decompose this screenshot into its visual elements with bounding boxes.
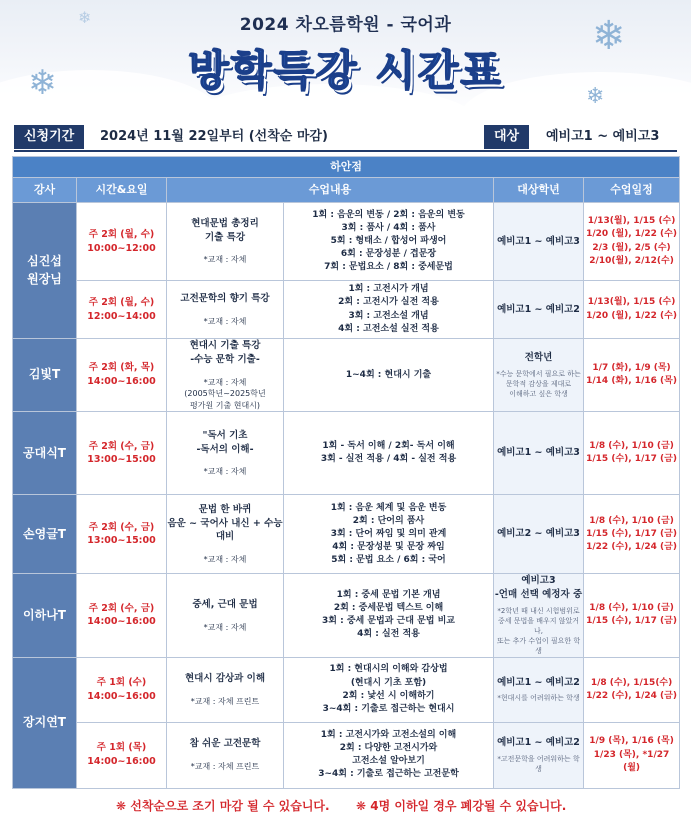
text-line: 2회 : 다양한 고전시가와 — [339, 743, 438, 753]
text-line: 1/22 (수), 1/24 (금) — [586, 541, 677, 552]
page-title: 방학특강 시간표 — [188, 46, 503, 95]
text-line: 1회 : 현대시의 이해와 감상법 — [329, 664, 448, 675]
target-note: *고전문학을 어려워하는 학생 — [497, 754, 580, 773]
table-row — [13, 495, 680, 574]
text-line: 2회 : 고전시가 실전 적용 — [338, 297, 439, 308]
text-line: 1회 : 고전시가 개념 — [348, 284, 429, 295]
table-row — [13, 281, 680, 339]
text-line: 1/8 (수), 1/10 (금) — [589, 441, 674, 452]
text-line: 공대식T — [23, 445, 66, 460]
course-title: 기출 특강 — [204, 231, 245, 243]
course-cell — [167, 281, 284, 339]
snowflake-icon: ❄ — [78, 8, 92, 27]
text-line: 4회 : 실전 적용 — [357, 629, 420, 640]
text-line: 예비고1 ~ 예비고3 — [497, 235, 580, 247]
text-line: 주 2회 (수, 금) — [88, 521, 155, 533]
text-line: 예비고1 ~ 예비고2 — [497, 303, 580, 315]
text-line: 1/13(월), 1/15 (수) — [587, 297, 676, 308]
teacher-cell — [13, 203, 77, 339]
text-line: 예비고2 ~ 예비고3 — [497, 528, 580, 540]
target-value: 예비고1 ~ 예비고3 — [546, 129, 660, 144]
period-value: 2024년 11월 22일부터 (선착순 마감) — [100, 129, 328, 144]
content-cell — [284, 574, 494, 657]
time-cell — [77, 339, 167, 412]
text-line: 주 1회 (목) — [96, 742, 147, 754]
material-note: (2005학년~2025학년 — [184, 389, 266, 399]
table-row — [13, 412, 680, 495]
schedule-cell — [584, 281, 680, 339]
target-note: *수능 문학에서 필요로 하는 — [496, 369, 581, 378]
course-cell — [167, 722, 284, 788]
text-line: 주 2회 (월, 수) — [88, 228, 155, 240]
target-cell — [494, 657, 584, 722]
text-line: 10:00~12:00 — [87, 242, 156, 254]
course-title: 현대문법 총정리 — [191, 217, 259, 229]
text-line: 예비고1 ~ 예비고2 — [497, 676, 580, 688]
material-note: *교재 : 자체 프린트 — [190, 696, 260, 706]
text-line: 전학년 — [524, 352, 553, 364]
snowflake-icon: ❄ — [592, 13, 626, 59]
schedule-cell — [584, 722, 680, 788]
text-line: 13:00~15:00 — [87, 454, 156, 466]
course-title: 현대시 감상과 이해 — [184, 672, 266, 684]
time-cell — [77, 281, 167, 339]
text-line: 3~4회 : 기출로 접근하는 고전문학 — [318, 769, 459, 780]
course-title: 현대시 기출 특강 — [189, 340, 261, 351]
text-line: 14:00~16:00 — [87, 756, 156, 768]
text-line: 3회 : 단어 짜임 및 의미 관계 — [330, 528, 447, 539]
text-line: 3회 : 품사 / 4회 : 품사 — [341, 222, 436, 233]
text-line: 3회 : 고전소설 개념 — [348, 310, 429, 321]
schedule-cell — [584, 203, 680, 281]
table-row — [13, 657, 680, 722]
material-note: *교재 : 자체 프린트 — [190, 762, 260, 772]
text-line: 1/22 (수), 1/24 (금) — [586, 690, 677, 701]
text-line: 1/14 (화), 1/16 (목) — [586, 376, 677, 387]
text-line: 1/8 (수), 1/15(수) — [590, 677, 673, 688]
text-line: 12:00~14:00 — [87, 310, 156, 322]
text-line: 13:00~15:00 — [87, 535, 156, 547]
text-line: 14:00~16:00 — [87, 376, 156, 388]
text-line: 1회 : 음운 체계 및 음운 변동 — [330, 502, 447, 513]
material-note: *교재 : 자체 — [203, 255, 247, 265]
text-line: 원장님 — [27, 271, 62, 286]
schedule-table — [12, 156, 680, 789]
text-line: 2회 : 단어의 품사 — [352, 515, 425, 526]
course-cell — [167, 574, 284, 657]
target-note: 중세 문법을 배우지 않았거나, — [497, 616, 580, 636]
time-cell — [77, 722, 167, 788]
target-cell — [494, 574, 584, 657]
snowflake-icon: ❄ — [28, 63, 57, 103]
text-line: 14:00~16:00 — [87, 690, 156, 702]
text-line: 1회 : 고전시가와 고전소설의 이해 — [320, 729, 457, 740]
text-line: 1/8 (수), 1/10 (금) — [589, 603, 674, 614]
text-line: 3~4회 : 기출로 접근하는 현대시 — [322, 703, 455, 714]
text-line: -언매 선택 예정자 중 — [494, 589, 583, 601]
content-cell — [284, 281, 494, 339]
column-header-time: 시간&요일 — [77, 178, 167, 203]
time-cell — [77, 412, 167, 495]
column-header-content: 수업내용 — [167, 178, 494, 203]
column-header-target: 대상학년 — [494, 178, 584, 203]
target-note: 이해하고 싶은 학생 — [509, 390, 568, 399]
text-line: 주 2회 (수, 금) — [88, 602, 155, 614]
target-note: 또는 추가 수업이 필요한 학생 — [496, 637, 581, 656]
table-row — [13, 722, 680, 788]
text-line: 2회 : 낯선 시 이해하기 — [342, 690, 435, 701]
text-line: 예비고1 ~ 예비고3 — [497, 447, 580, 459]
course-title: 고전문학의 향기 특강 — [180, 292, 270, 304]
text-line: 1회 : 중세 문법 기본 개념 — [336, 590, 441, 601]
text-line: 14:00~16:00 — [87, 616, 156, 628]
course-title: 음운 ~ 국어사 내신 + 수능대비 — [167, 517, 283, 543]
schedule-cell — [584, 339, 680, 412]
footer-note: ❋ 4명 이하일 경우 폐강될 수 있습니다. — [356, 799, 567, 813]
column-header-teacher: 강사 — [13, 178, 77, 203]
target-label: 대상 — [484, 125, 529, 149]
content-cell — [284, 412, 494, 495]
text-line: 1/8 (수), 1/10 (금) — [589, 515, 674, 526]
text-line: 1/15 (수), 1/17 (금) — [586, 528, 677, 539]
footer-note: ❋ 선착순으로 조기 마감 될 수 있습니다. — [116, 799, 330, 813]
material-note: 평가원 기출 현대시) — [189, 400, 261, 410]
target-cell — [494, 412, 584, 495]
campus-header: 하안점 — [13, 157, 680, 178]
text-line: 주 2회 (수, 금) — [88, 440, 155, 452]
material-note: *교재 : 자체 — [203, 467, 247, 477]
content-cell — [284, 203, 494, 281]
text-line: 3회 : 중세 문법과 근대 문법 비교 — [322, 616, 455, 627]
text-line: 4회 : 문장성분 및 문장 짜임 — [332, 541, 445, 552]
text-line: 1/7 (화), 1/9 (목) — [592, 363, 671, 374]
text-line: 심진섭 — [27, 254, 62, 269]
text-line: 주 2회 (월, 수) — [88, 296, 155, 308]
text-line: 2/10(월), 2/12(수) — [589, 255, 674, 266]
teacher-cell — [13, 495, 77, 574]
schedule-cell — [584, 495, 680, 574]
divider — [14, 150, 677, 152]
teacher-cell — [13, 657, 77, 788]
text-line: 1/9 (목), 1/16 (목) — [589, 736, 674, 747]
schedule-cell — [584, 657, 680, 722]
table-row — [13, 203, 680, 281]
table-row — [13, 339, 680, 412]
text-line: 6회 : 문장성분 / 겹문장 — [340, 249, 437, 260]
text-line: 주 1회 (수) — [96, 676, 147, 688]
content-cell — [284, 657, 494, 722]
text-line: 이하나T — [23, 607, 66, 622]
text-line: 예비고3 — [521, 575, 556, 587]
text-line: 1/15 (수), 1/17 (금) — [586, 616, 677, 627]
text-line: 2/3 (월), 2/5 (수) — [592, 242, 671, 253]
target-note: 문학적 감상을 제대로 — [505, 379, 572, 388]
text-line: 3회 - 실전 적용 / 4회 - 실전 적용 — [320, 454, 457, 465]
text-line: 1~4회 : 현대시 기출 — [345, 369, 432, 380]
target-cell — [494, 722, 584, 788]
text-line: 고전소설 알아보기 — [352, 756, 425, 767]
target-cell — [494, 339, 584, 412]
target-note: *현대시를 어려워하는 학생 — [497, 694, 580, 703]
content-cell — [284, 339, 494, 412]
text-line: 4회 : 고전소설 실전 적용 — [338, 323, 439, 334]
text-line: 5회 : 형태소 / 합성어 파생어 — [330, 235, 447, 246]
course-title: 참 쉬운 고전문학 — [189, 738, 261, 750]
material-note: *교재 : 자체 — [203, 377, 247, 387]
target-note: *2학년 때 내신 시험범위로 — [497, 606, 580, 615]
content-cell — [284, 722, 494, 788]
course-cell — [167, 203, 284, 281]
text-line: 손영글T — [23, 526, 66, 541]
academy-subtitle: 2024 차오름학원 - 국어과 — [239, 15, 452, 35]
content-cell — [284, 495, 494, 574]
target-cell — [494, 281, 584, 339]
info-row — [14, 124, 677, 150]
text-line: 1/20 (월), 1/22 (수) — [586, 229, 677, 240]
course-title: 문법 한 바퀴 — [198, 503, 252, 515]
course-title: -독서의 이해- — [196, 443, 254, 455]
table-row — [13, 574, 680, 657]
time-cell — [77, 657, 167, 722]
course-title: -수능 문학 기출- — [190, 353, 260, 365]
text-line: 1회 - 독서 이해 / 2회- 독서 이해 — [322, 441, 455, 452]
text-line: 김빛T — [28, 367, 61, 382]
material-note: *교재 : 자체 — [203, 555, 247, 565]
teacher-cell — [13, 412, 77, 495]
course-cell — [167, 657, 284, 722]
text-line: 2회 : 중세문법 텍스트 이해 — [333, 603, 444, 614]
time-cell — [77, 203, 167, 281]
course-cell — [167, 339, 284, 412]
column-header-schedule: 수업일정 — [584, 178, 680, 203]
course-cell — [167, 412, 284, 495]
target-cell — [494, 203, 584, 281]
material-note: *교재 : 자체 — [203, 316, 247, 326]
text-line: (현대시 기초 포함) — [350, 677, 427, 688]
material-note: *교재 : 자체 — [203, 622, 247, 632]
text-line: 주 2회 (화, 목) — [88, 362, 155, 374]
text-line: 1회 : 음운의 변동 / 2회 : 음운의 변동 — [312, 209, 465, 220]
text-line: 5회 : 문법 요소 / 6회 : 국어 — [331, 554, 446, 565]
time-cell — [77, 574, 167, 657]
target-cell — [494, 495, 584, 574]
footer-notes — [0, 797, 691, 815]
text-line: 1/23 (목), *1/27 (월) — [593, 749, 670, 773]
course-title: "독서 기초 — [202, 429, 248, 441]
snowflake-icon: ❄ — [586, 84, 605, 109]
text-line: 1/13(월), 1/15 (수) — [587, 216, 676, 227]
text-line: 7회 : 문법요소 / 8회 : 중세문법 — [324, 262, 453, 273]
text-line: 예비고1 ~ 예비고2 — [497, 737, 580, 749]
period-label: 신청기간 — [14, 125, 84, 149]
teacher-cell — [13, 574, 77, 657]
text-line: 1/20 (월), 1/22 (수) — [586, 310, 677, 321]
course-cell — [167, 495, 284, 574]
teacher-cell — [13, 339, 77, 412]
text-line: 1/15 (수), 1/17 (금) — [586, 454, 677, 465]
time-cell — [77, 495, 167, 574]
schedule-cell — [584, 574, 680, 657]
schedule-cell — [584, 412, 680, 495]
header-banner — [0, 0, 691, 118]
text-line: 장지연T — [23, 714, 66, 729]
course-title: 중세, 근대 문법 — [192, 598, 258, 610]
